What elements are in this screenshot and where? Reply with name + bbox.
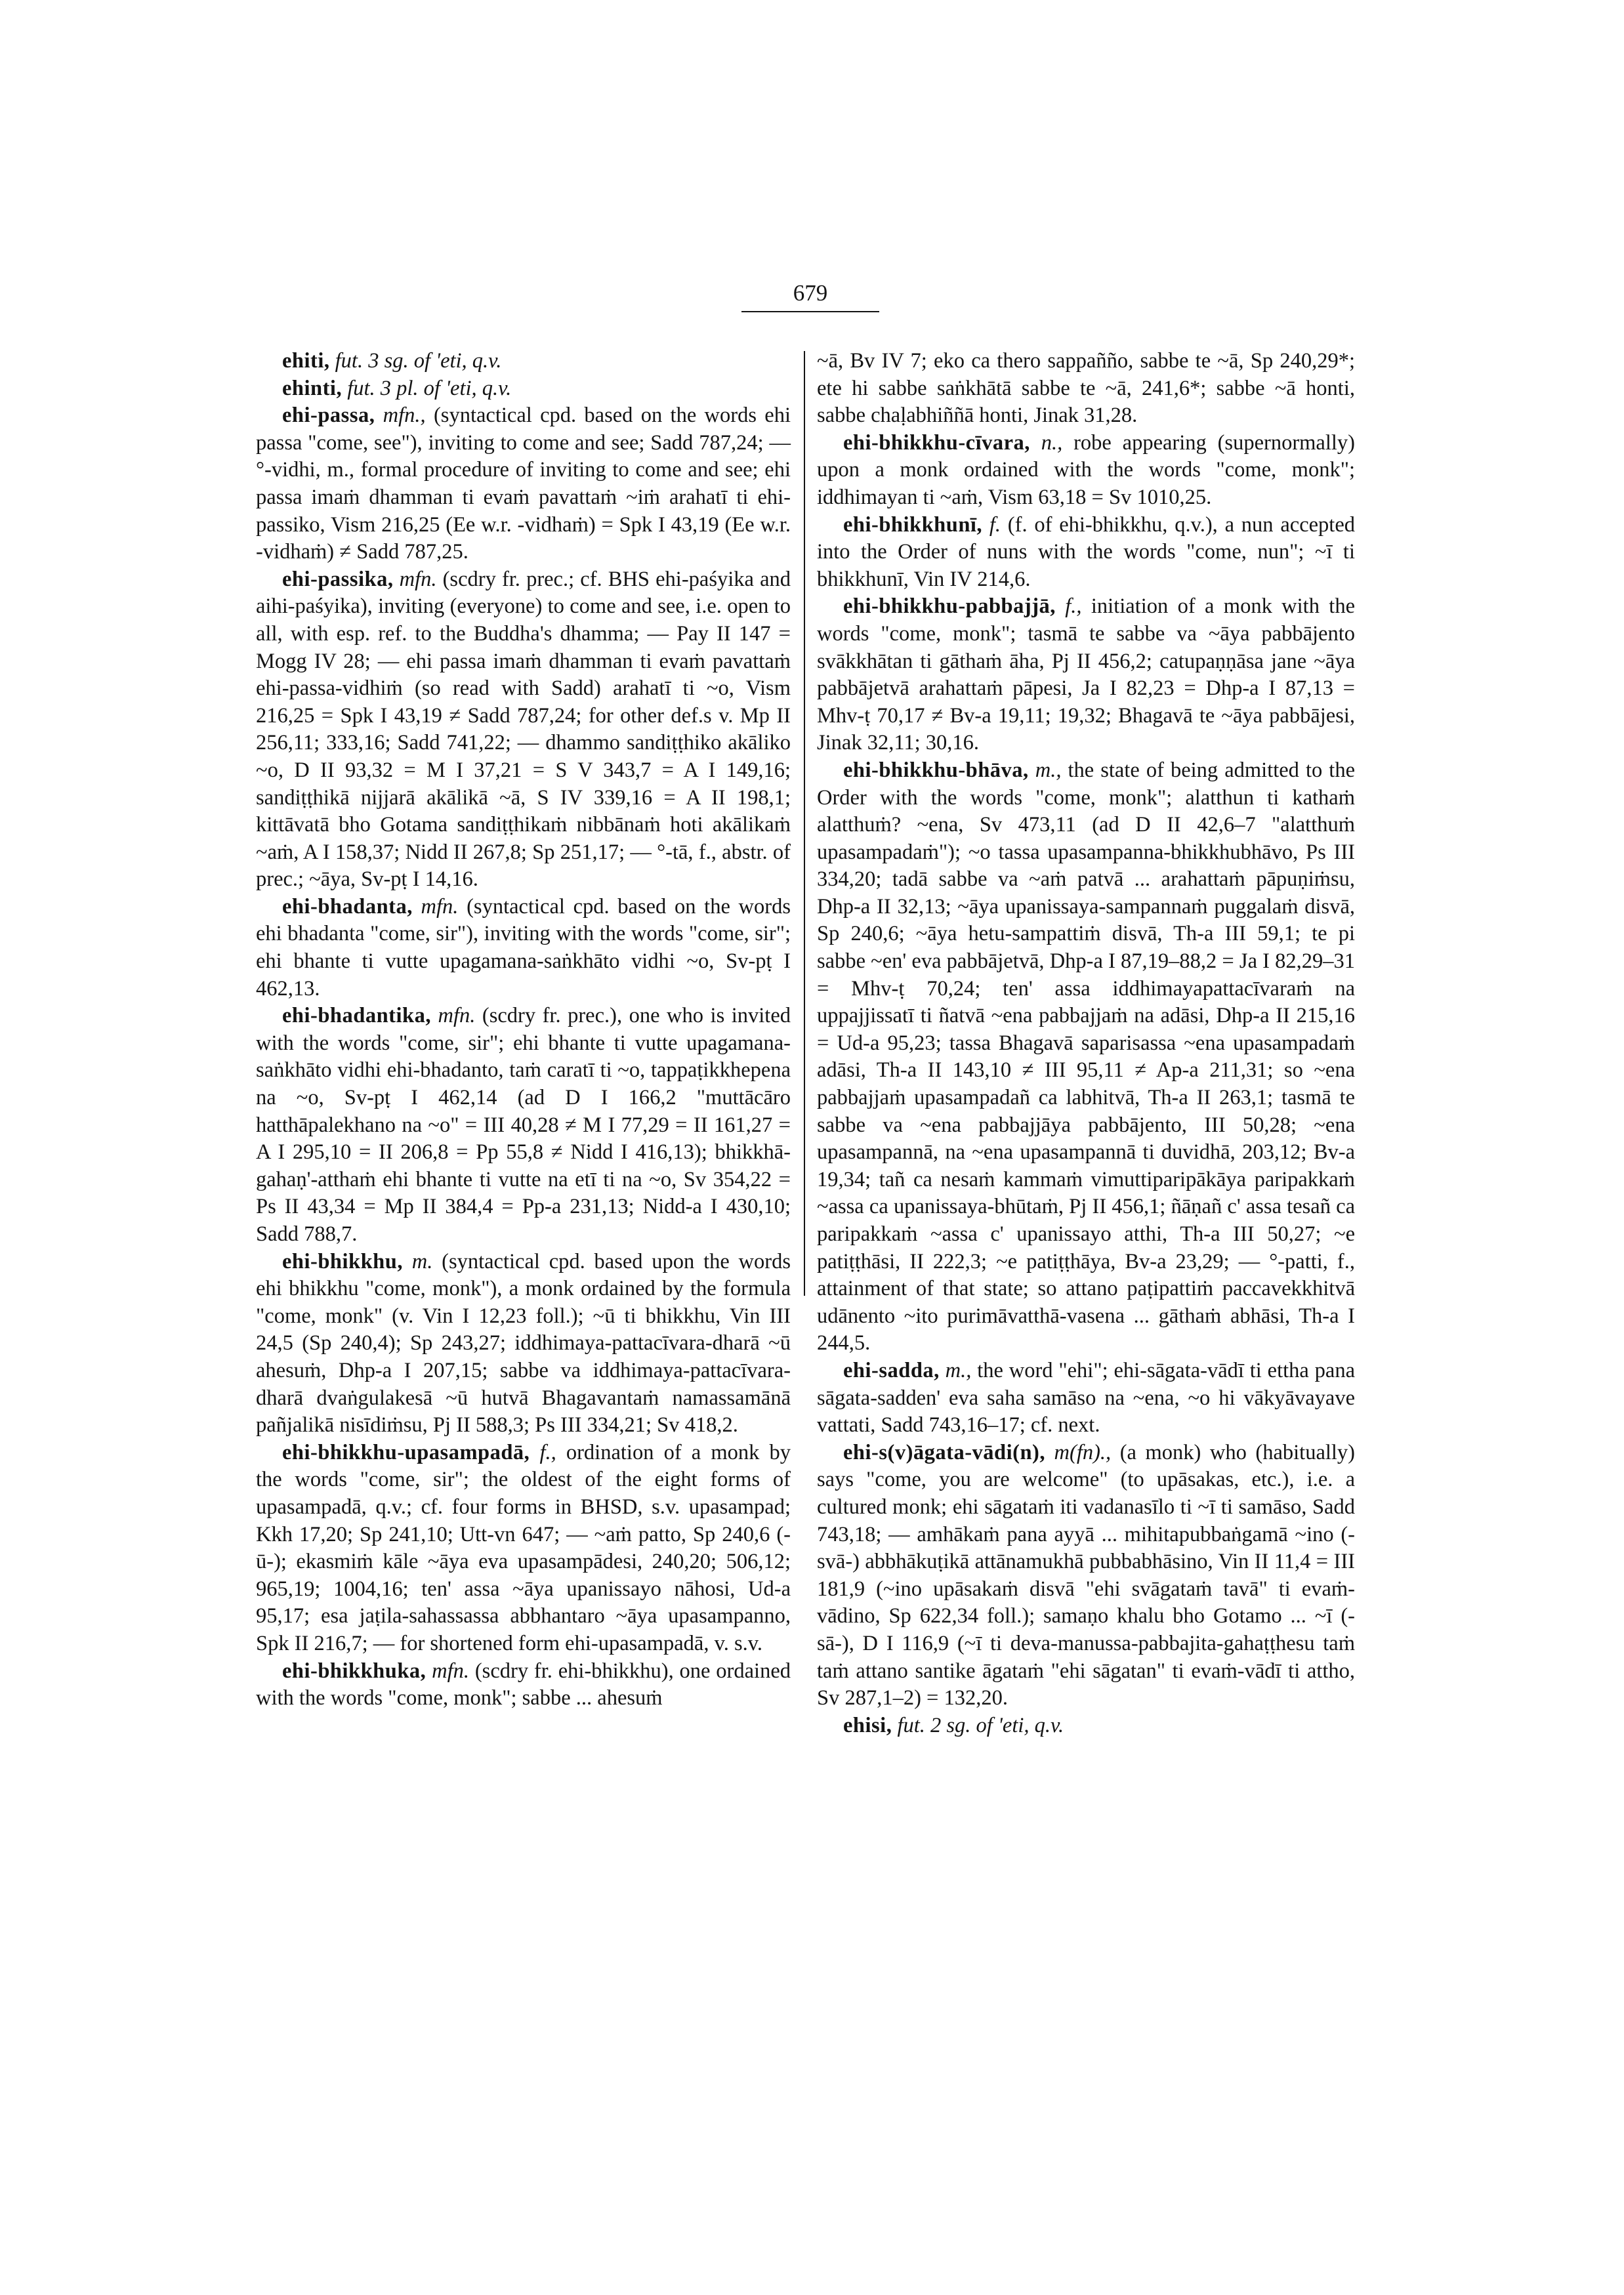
page-number-rule: [741, 311, 879, 312]
dictionary-entry: [817, 1712, 1355, 1740]
entry-headword: ehisi,: [843, 1713, 892, 1737]
entry-grammar: f.,: [1065, 594, 1082, 619]
entry-headword: ehi-sadda,: [843, 1358, 940, 1382]
entry-headword: ehi-bhikkhu-upasampadā,: [282, 1440, 530, 1464]
entry-definition: the state of being admitted to the Order with the words "come, monk"; alatthun ti kathaṁ alatthuṁ? ~ena, Sv 473,11 (ad D II 42,6–7 "alatthuṁ upasampadaṁ"); ~o tassa upasampanna-bhikkhubhāvo, Ps III 334,20; tadā sabbe va ~aṁ patvā ... arahattaṁ pāpuṇiṁsu, Dhp-a II 32,13; ~āya upanissaya-sampannaṁ puggalaṁ disvā, Sp 240,6; ~āya hetu-sampattiṁ disvā, Th-a III 59,1; te pi sabbe ~en' eva pabbājetvā, Dhp-a I 87,19–88,2 = Ja I 82,29–31 = Mhv-ṭ 70,24; ten' assa iddhimayapattacīvaraṁ na uppajjissatī ti ñatvā ~ena pabbajjaṁ na adāsi, Dhp-a II 215,16 = Ud-a 95,23; tassa Bhagavā saparisassa ~ena upasampadaṁ adāsi, Th-a II 143,10 ≠ III 95,11 ≠ Ap-a 211,31; so ~ena pabbajjaṁ upasampadañ ca labhitvā, Th-a II 263,1; tasmā te sabbe va ~ena pabbajjāya pabbājento, III 50,28; ~ena upasampannā, na ~ena upasampannā ti duvidhā, 203,12; Bv-a 19,34; tañ ca nesaṁ kammaṁ vimuttiparipākāya paripakkaṁ ~assa ca upanissaya-bhūtaṁ, Pj II 456,1; ñāṇañ c' assa tesañ ca paripakkaṁ ~assa c' upanissayo atthi, Th-a III 50,27; ~e patiṭṭhāsi, II 222,3; ~e patiṭṭhāya, Bv-a 23,29; — °-patti, f., attainment of that state; so attano paṭipattiṁ paccavekkhitvā udānento ~ito purimāvatthā-vasena ... gāthaṁ abhāsi, Th-a I 244,5.: [817, 758, 1355, 1355]
entry-headword: ehi-passa,: [282, 403, 375, 428]
entry-definition: (syntactical cpd. based on the words ehi passa "come, see"), inviting to come and see; Sadd 787,24; — °-vidhi, m., formal procedure of inviting to come and see; ehi passa imaṁ dhamman ti evaṁ pavattaṁ ~iṁ arahatī ti ehi-passiko, Vism 216,25 (Ee w.r. -vidhaṁ) = Spk I 43,19 (Ee w.r. -vidhaṁ) ≠ Sadd 787,25.: [256, 403, 791, 564]
entry-grammar: m(fn).,: [1054, 1440, 1112, 1464]
entry-grammar: mfn.: [432, 1659, 470, 1683]
dictionary-entry: [256, 894, 791, 1003]
entry-grammar: n.,: [1041, 430, 1063, 455]
entry-grammar: mfn.,: [383, 403, 426, 428]
entry-definition: (f. of ehi-bhikkhu, q.v.), a nun accepted into the Order of nuns with the words "come, nun"; ~ī ti bhikkhunī, Vin IV 214,6.: [817, 512, 1355, 591]
entry-headword: ehinti,: [282, 376, 343, 400]
entry-definition: (a monk) who (habitually) says "come, you are welcome" (to upāsakas, etc.), i.e. a cultured monk; ehi sāgataṁ iti vadanasīlo ti ~ī ti samāso, Sadd 743,18; — amhākaṁ pana ayyā ... mihitapubbaṅgamā ~ino (-svā-) abbhākuṭikā attānamukhā pubbabhāsino, Vin II 11,4 = III 181,9 (~ino upāsakaṁ disvā "ehi svāgataṁ tavā" ti evaṁ-vādino, Sp 622,34 foll.); samaṇo khalu bho Gotamo ... ~ī (-sā-), D I 116,9 (~ī ti deva-manussa-pabbajita-gahaṭṭhesu taṁ taṁ attano santike āgataṁ "ehi sāgatan" ti evaṁ-vādī ti attho, Sv 287,1–2) = 132,20.: [817, 1440, 1355, 1710]
entry-headword: ehi-s(v)āgata-vādi(n),: [843, 1440, 1045, 1464]
entry-headword: ehi-bhikkhu-pabbajjā,: [843, 594, 1056, 619]
entry-grammar: fut. 3 sg. of 'eti, q.v.: [335, 349, 502, 373]
entry-headword: ehi-bhikkhuka,: [282, 1659, 427, 1683]
dictionary-entry: [256, 1249, 791, 1439]
entry-definition: (syntactical cpd. based on the words ehi bhadanta "come, sir"), inviting with the words "come, sir"; ehi bhante ti vutte upagamana-saṅkhāto vidhi ~o, Sv-pṭ I 462,13.: [256, 894, 791, 1001]
entry-headword: ehi-bhikkhu-cīvara,: [843, 430, 1030, 455]
dictionary-entry: [256, 348, 791, 375]
dictionary-entry: [256, 1658, 791, 1712]
left-column: [256, 348, 791, 1712]
dictionary-entry: [256, 566, 791, 894]
entry-definition: the word "ehi"; ehi-sāgata-vādī ti ettha pana sāgata-sadden' eva saha samāso na ~ena, ~o hi vākyāvayave vattati, Sadd 743,16–17; cf. next.: [817, 1358, 1356, 1437]
entry-headword: ehi-bhikkhu,: [282, 1249, 403, 1273]
entry-headword: ehiti,: [282, 349, 330, 373]
dictionary-entry: [817, 348, 1355, 430]
entry-grammar: m.,: [1035, 758, 1062, 782]
entry-definition: (syntactical cpd. based upon the words ehi bhikkhu "come, monk"), a monk ordained by the formula "come, monk" (v. Vin I 12,23 foll.); ~ū ti bhikkhu, Vin III 24,5 (Sp 240,4); Sp 243,27; iddhimaya-pattacīvara-dharā ~ū ahesuṁ, Dhp-a I 207,15; sabbe va iddhimaya-pattacīvara-dharā dvaṅgulakesā ~ū hutvā Bhagavantaṁ namassamānā pañjalikā nisīdiṁsu, Pj II 588,3; Ps III 334,21; Sv 418,2.: [256, 1249, 791, 1437]
entry-definition: ~ā, Bv IV 7; eko ca thero sappañño, sabbe te ~ā, Sp 240,29*; ete hi sabbe saṅkhātā sabbe te ~ā, 241,6*; sabbe ~ā honti, sabbe chaḷabhiññā honti, Jinak 31,28.: [817, 349, 1355, 428]
entry-grammar: mfn.: [399, 567, 437, 591]
entry-headword: ehi-bhadanta,: [282, 894, 413, 919]
dictionary-entry: [817, 757, 1355, 1357]
dictionary-entry: [817, 593, 1355, 757]
entry-grammar: fut. 2 sg. of 'eti, q.v.: [897, 1713, 1064, 1737]
entry-grammar: fut. 3 pl. of 'eti, q.v.: [347, 376, 512, 400]
dictionary-entry: [256, 1003, 791, 1248]
right-column: [817, 348, 1355, 1739]
entry-definition: (scdry fr. ehi-bhikkhu), one ordained with the words "come, monk"; sabbe ... ahesuṁ: [256, 1659, 791, 1710]
entry-grammar: mfn.: [421, 894, 459, 919]
entry-definition: (scdry fr. prec.; cf. BHS ehi-paśyika and aihi-paśyika), inviting (everyone) to come and see, i.e. open to all, with esp. ref. to the Buddha's dhamma; — Pay II 147 = Mogg IV 28; — ehi passa imaṁ dhamman ti evaṁ pavattaṁ ehi-passa-vidhiṁ (so read with Sadd) arahatī ti ~o, Vism 216,25 = Spk I 43,19 ≠ Sadd 787,24; for other def.s v. Mp II 256,11; 333,16; Sadd 741,22; — dhammo sandiṭṭhiko akāliko ~o, D II 93,32 = M I 37,21 = S V 343,7 = A I 149,16; sandiṭṭhikā nijjarā akālikā ~ā, S IV 339,16 = A II 198,1; kittāvatā bho Gotama sandiṭṭhikaṁ nibbānaṁ hoti akālikaṁ ~aṁ, A I 158,37; Nidd II 267,8; Sp 251,17; — °-tā, f., abstr. of prec.; ~āya, Sv-pṭ I 14,16.: [256, 567, 791, 892]
dictionary-entry: [817, 430, 1355, 512]
dictionary-entry: [256, 402, 791, 566]
entry-headword: ehi-bhadantika,: [282, 1004, 431, 1028]
dictionary-entry: [256, 1439, 791, 1658]
entry-grammar: f.,: [539, 1440, 556, 1464]
dictionary-entry: [817, 1357, 1355, 1439]
dictionary-entry: [817, 512, 1355, 594]
entry-headword: ehi-passika,: [282, 567, 394, 591]
entry-headword: ehi-bhikkhunī,: [843, 512, 983, 537]
entry-headword: ehi-bhikkhu-bhāva,: [843, 758, 1029, 782]
entry-grammar: m.: [411, 1249, 433, 1273]
entry-grammar: mfn.: [438, 1004, 476, 1028]
page-number: 679: [793, 280, 828, 306]
entry-definition: initiation of a monk with the words "come, monk"; tasmā te sabbe va ~āya pabbājento svākkhātan ti gāthaṁ āha, Pj II 456,2; catupaṇṇāsa jane ~āya pabbājetvā arahattaṁ pāpesi, Ja I 82,23 = Dhp-a I 87,13 = Mhv-ṭ 70,17 ≠ Bv-a 19,11; 19,32; Bhagavā te ~āya pabbājesi, Jinak 32,11; 30,16.: [817, 594, 1355, 755]
entry-definition: (scdry fr. prec.), one who is invited with the words "come, sir"; ehi bhante ti vutte upagamana-saṅkhāto vidhi ehi-bhadanto, taṁ caratī ti ~o, tappaṭikkhepena na ~o, Sv-pṭ I 462,14 (ad D I 166,2 "muttācāro hatthāpalekhano na ~o" = III 40,28 ≠ M I 77,29 = II 161,27 = A I 295,10 = II 206,8 = Pp 55,8 ≠ Nidd I 416,13); bhikkhā-gahaṇ'-atthaṁ ehi bhante ti vutte na etī ti na ~o, Sv 354,22 = Ps II 43,34 = Mp II 384,4 = Pp-a 231,13; Nidd-a I 430,10; Sadd 788,7.: [256, 1004, 791, 1246]
entry-definition: ordination of a monk by the words "come, sir"; the oldest of the eight forms of upasampadā, q.v.; cf. four forms in BHSD, s.v. upasampad; Kkh 17,20; Sp 241,10; Utt-vn 647; — ~aṁ patto, Sp 240,6 (-ū-); ekasmiṁ kāle ~āya eva upasampādesi, 240,20; 506,12; 965,19; 1004,16; ten' assa ~āya upanissayo nāhosi, Ud-a 95,17; esa jaṭila-sahassassa abbhantaro ~āya upasampanno, Spk II 216,7; — for shortened form ehi-upasampadā, v. s.v.: [256, 1440, 791, 1655]
dictionary-entry: [256, 375, 791, 403]
column-divider: [804, 351, 805, 1296]
entry-grammar: m.,: [945, 1358, 972, 1382]
dictionary-entry: [817, 1439, 1355, 1712]
entry-definition: robe appearing (supernormally) upon a monk ordained with the words "come, monk"; iddhimayan ti ~aṁ, Vism 63,18 = Sv 1010,25.: [817, 430, 1355, 509]
entry-grammar: f.: [989, 512, 1001, 537]
